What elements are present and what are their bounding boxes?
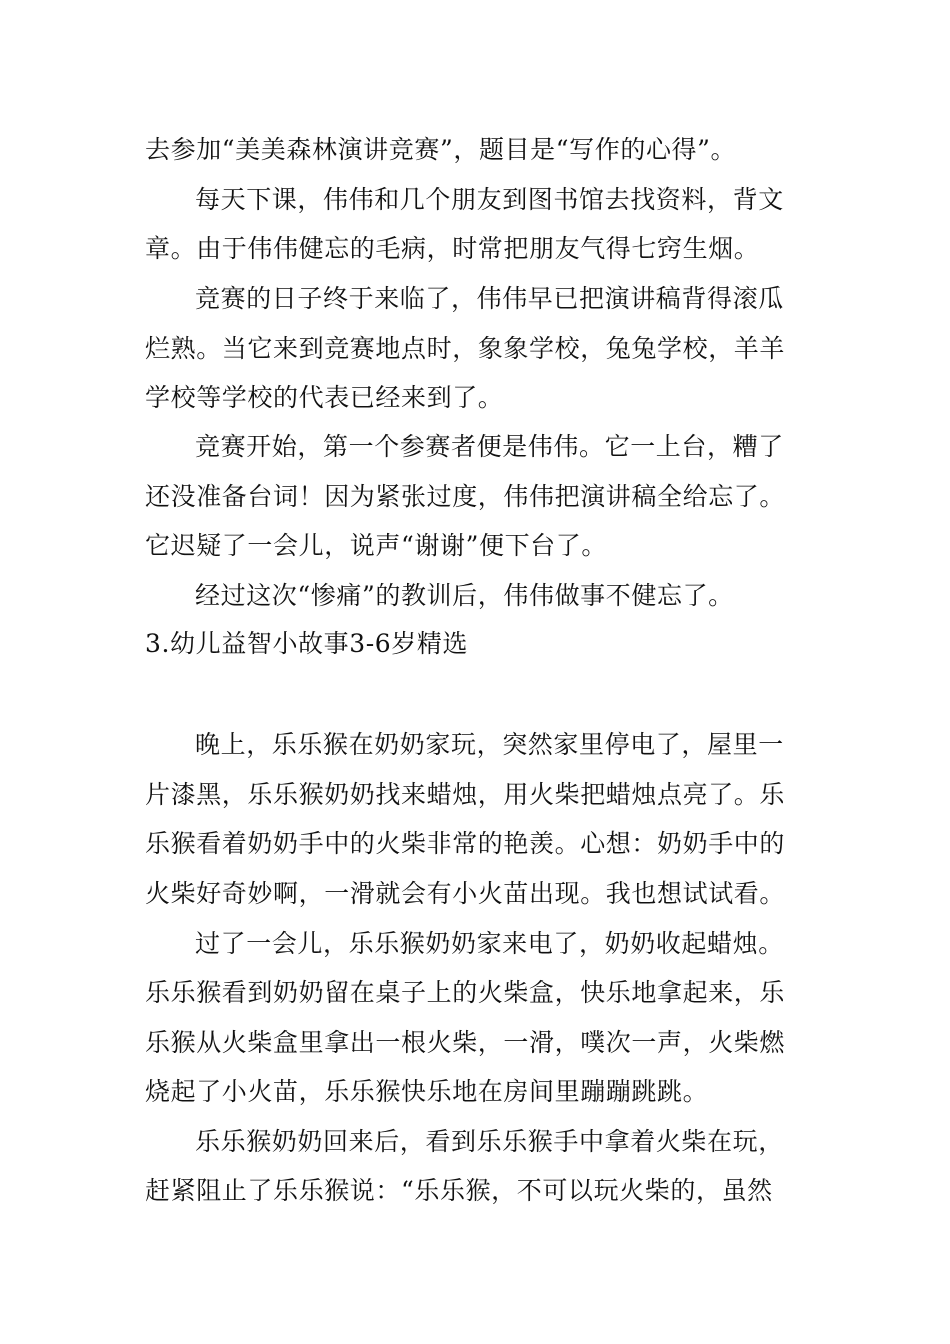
text-line: 乐乐猴奶奶回来后，看到乐乐猴手中拿着火柴在玩， <box>195 1127 784 1156</box>
text-line: 过了一会儿，乐乐猴奶奶家来电了，奶奶收起蜡烛。 <box>195 929 784 958</box>
text-line: 竞赛的日子终于来临了，伟伟早已把演讲稿背得滚瓜 <box>195 284 784 313</box>
text-line: 经过这次“惨痛”的教训后，伟伟做事不健忘了。 <box>195 581 734 610</box>
text-line: 乐猴从火柴盒里拿出一根火柴，一滑，噗次一声，火柴燃 <box>145 1028 786 1057</box>
text-line: 烂熟。当它来到竞赛地点时，象象学校，兔兔学校，羊羊 <box>145 334 786 363</box>
text-line: 烧起了小火苗，乐乐猴快乐地在房间里蹦蹦跳跳。 <box>145 1077 709 1106</box>
text-line: 竞赛开始，第一个参赛者便是伟伟。它一上台，糟了 <box>195 432 784 461</box>
text-line: 学校等学校的代表已经来到了。 <box>145 383 504 412</box>
text-line: 章。由于伟伟健忘的毛病，时常把朋友气得七窍生烟。 <box>145 234 760 263</box>
text-line: 它迟疑了一会儿，说声“谢谢”便下台了。 <box>145 531 607 560</box>
text-line: 乐乐猴看到奶奶留在桌子上的火柴盒，快乐地拿起来，乐 <box>145 978 786 1007</box>
text-line: 片漆黑，乐乐猴奶奶找来蜡烛，用火柴把蜡烛点亮了。乐 <box>145 780 786 809</box>
text-line: 晚上，乐乐猴在奶奶家玩，突然家里停电了，屋里一 <box>195 730 784 759</box>
text-line: 赶紧阻止了乐乐猴说：“乐乐猴，不可以玩火柴的，虽然 <box>145 1176 773 1205</box>
text-line: 每天下课，伟伟和几个朋友到图书馆去找资料，背文 <box>195 185 784 214</box>
text-line: 去参加“美美森林演讲竞赛”，题目是“写作的心得”。 <box>145 135 737 164</box>
section-heading: 3.幼儿益智小故事3-6岁精选 <box>145 629 469 658</box>
text-line: 乐猴看着奶奶手中的火柴非常的艳羡。心想：奶奶手中的 <box>145 829 786 858</box>
text-line: 还没准备台词！因为紧张过度，伟伟把演讲稿全给忘了。 <box>145 482 786 511</box>
text-line: 火柴好奇妙啊，一滑就会有小火苗出现。我也想试试看。 <box>145 879 786 908</box>
